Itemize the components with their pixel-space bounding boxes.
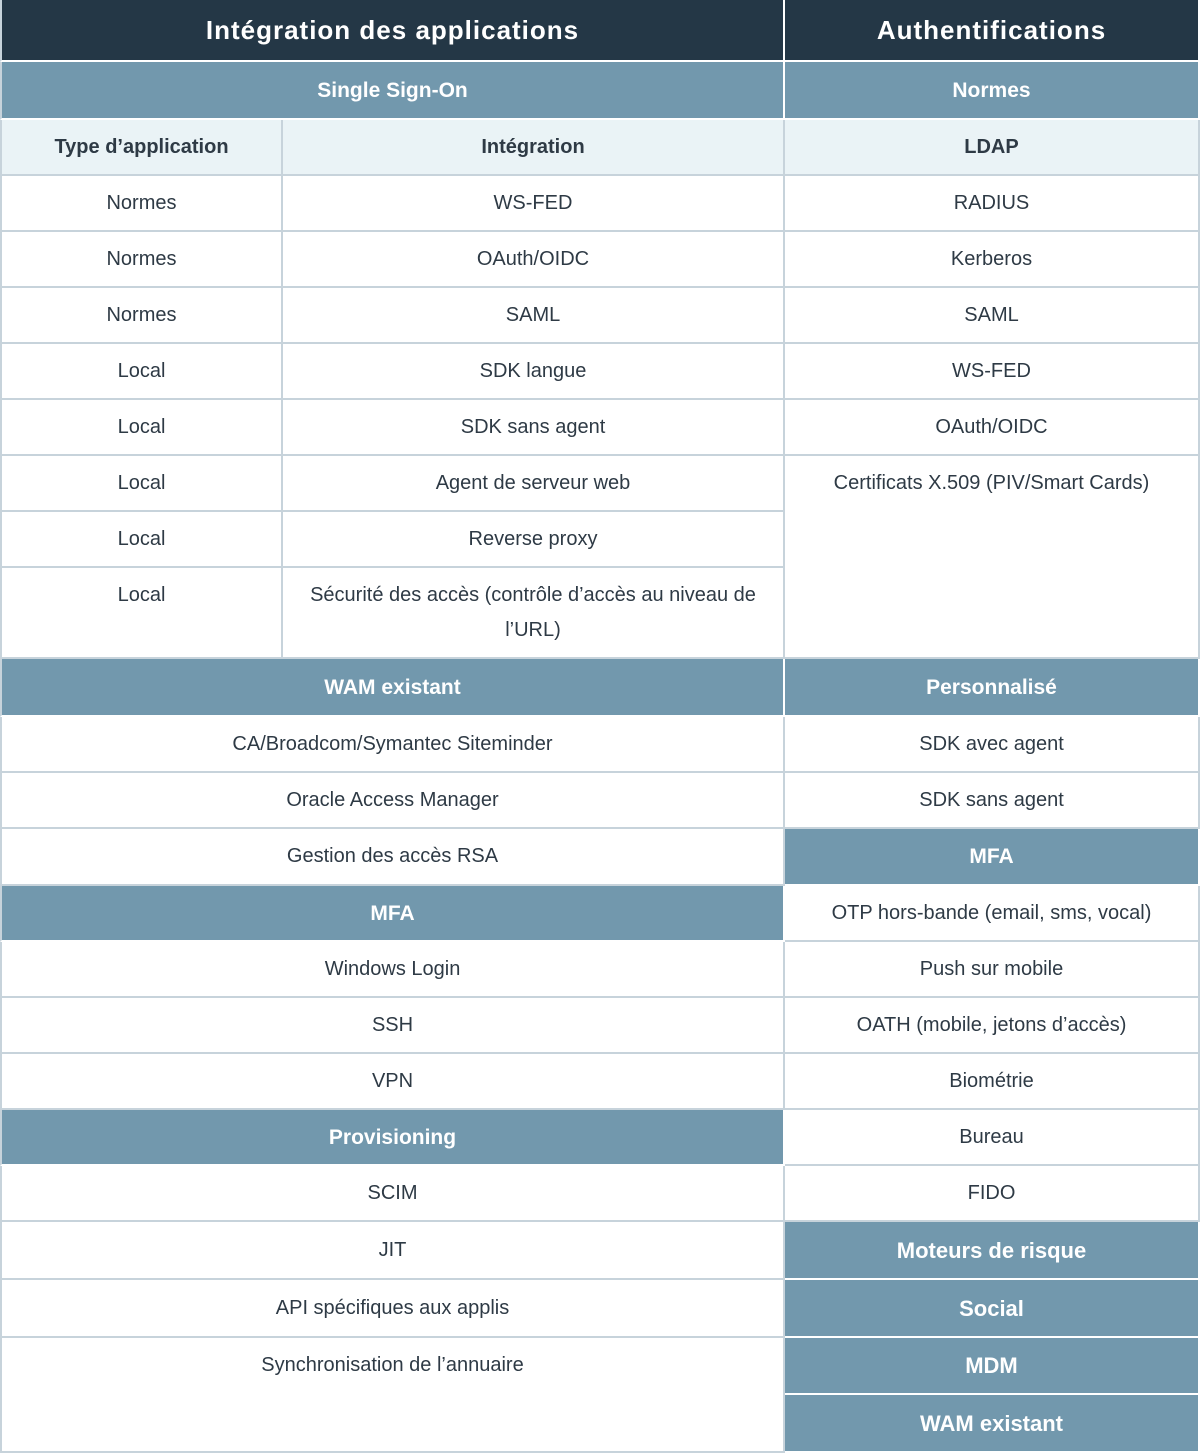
normes-item: OAuth/OIDC — [785, 400, 1200, 456]
sso-row-integration: OAuth/OIDC — [283, 232, 785, 288]
normes-item: Kerberos — [785, 232, 1200, 288]
right-mfa-item: FIDO — [785, 1166, 1200, 1222]
left-main-title: Intégration des applications — [0, 0, 785, 62]
left-mfa-header: MFA — [0, 886, 785, 942]
right-mfa-item: OTP hors-bande (email, sms, vocal) — [785, 886, 1200, 942]
sso-row-type: Local — [0, 344, 283, 400]
sso-row-type: Normes — [0, 232, 283, 288]
left-mfa-item: SSH — [0, 998, 785, 1054]
normes-item: WS-FED — [785, 344, 1200, 400]
right-extra-header: WAM existant — [785, 1395, 1200, 1453]
sso-row-integration: SDK langue — [283, 344, 785, 400]
provisioning-item: API spécifiques aux applis — [0, 1280, 785, 1338]
sso-row-type: Normes — [0, 288, 283, 344]
personnalise-item: SDK avec agent — [785, 717, 1200, 773]
right-mfa-item: Biométrie — [785, 1054, 1200, 1110]
right-extra-header: Moteurs de risque — [785, 1222, 1200, 1280]
column-header-integration: Intégration — [283, 120, 785, 176]
provisioning-item: Synchronisation de l’annuaire — [0, 1338, 785, 1453]
left-mfa-item: VPN — [0, 1054, 785, 1110]
column-header-type: Type d’application — [0, 120, 283, 176]
personnalise-item: SDK sans agent — [785, 773, 1200, 829]
sso-row-integration: SAML — [283, 288, 785, 344]
sso-header: Single Sign-On — [0, 62, 785, 120]
wam-item: Oracle Access Manager — [0, 773, 785, 829]
sso-row-type: Local — [0, 400, 283, 456]
wam-item: Gestion des accès RSA — [0, 829, 785, 886]
normes-item-certificats: Certificats X.509 (PIV/Smart Cards) — [785, 456, 1200, 659]
right-extra-header: MDM — [785, 1338, 1200, 1395]
right-mfa-item: OATH (mobile, jetons d’accès) — [785, 998, 1200, 1054]
sso-row-integration: Agent de serveur web — [283, 456, 785, 512]
provisioning-item: SCIM — [0, 1166, 785, 1222]
personnalise-header: Personnalisé — [785, 659, 1200, 717]
right-main-title: Authentifications — [785, 0, 1200, 62]
provisioning-header: Provisioning — [0, 1110, 785, 1166]
right-mfa-item: Bureau — [785, 1110, 1200, 1166]
normes-item: SAML — [785, 288, 1200, 344]
normes-item-ldap: LDAP — [785, 120, 1200, 176]
wam-header: WAM existant — [0, 659, 785, 717]
sso-row-type: Local — [0, 568, 283, 659]
right-extra-header: Social — [785, 1280, 1200, 1338]
sso-row-integration: WS-FED — [283, 176, 785, 232]
normes-header: Normes — [785, 62, 1200, 120]
sso-row-integration: Sécurité des accès (contrôle d’accès au niveau de l’URL) — [283, 568, 785, 659]
sso-row-integration: SDK sans agent — [283, 400, 785, 456]
sso-row-type: Local — [0, 512, 283, 568]
normes-item: RADIUS — [785, 176, 1200, 232]
sso-row-integration: Reverse proxy — [283, 512, 785, 568]
sso-row-type: Local — [0, 456, 283, 512]
left-mfa-item: Windows Login — [0, 942, 785, 998]
sso-row-type: Normes — [0, 176, 283, 232]
right-mfa-item: Push sur mobile — [785, 942, 1200, 998]
wam-item: CA/Broadcom/Symantec Siteminder — [0, 717, 785, 773]
right-mfa-header: MFA — [785, 829, 1200, 886]
provisioning-item: JIT — [0, 1222, 785, 1280]
